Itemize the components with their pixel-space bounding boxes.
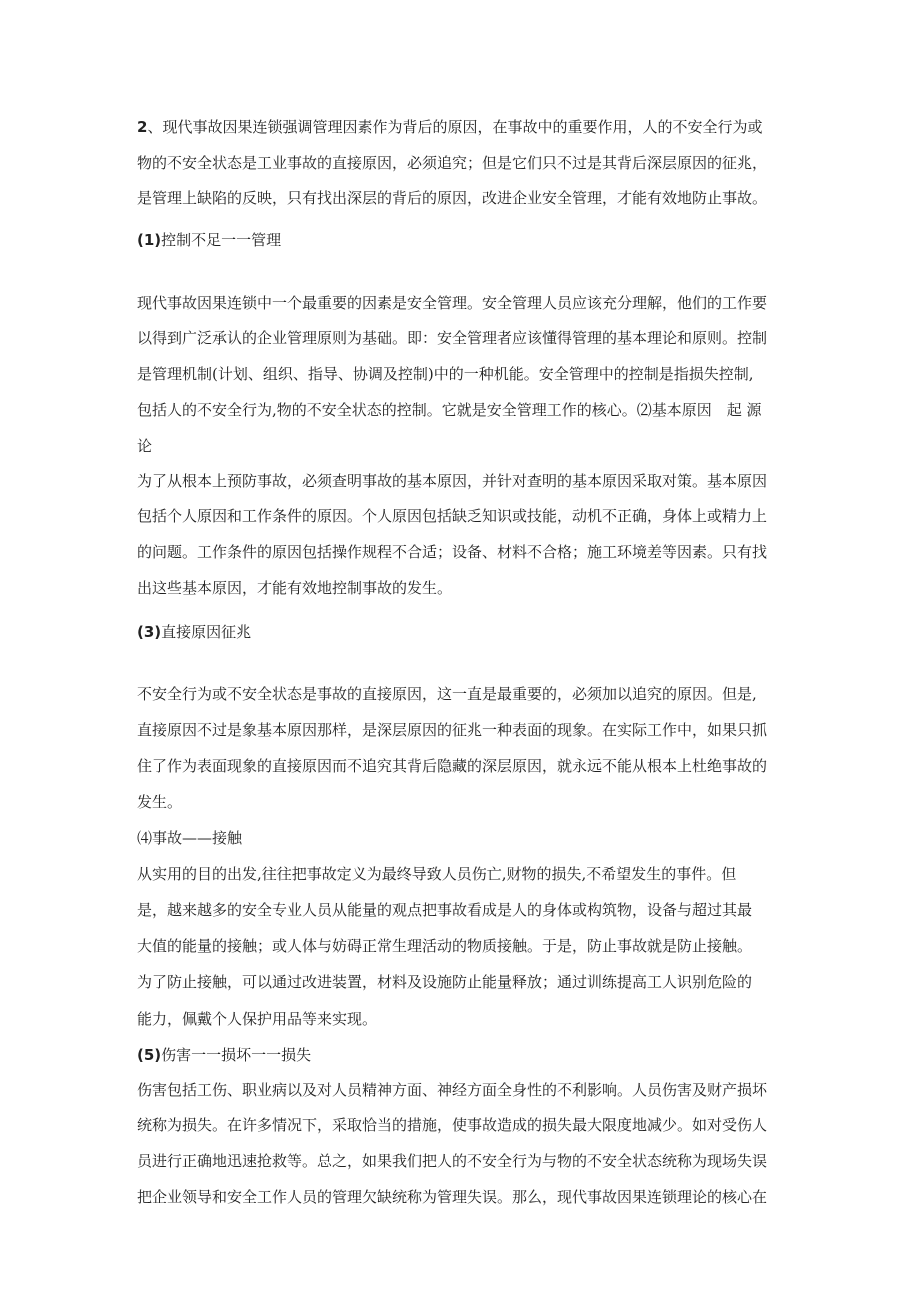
paragraph-line: 直接原因不过是象基本原因那样，是深层原因的征兆一种表面的现象。在实际工作中，如果只抓: [137, 721, 768, 739]
paragraph-line: 以得到广泛承认的企业管理原则为基础。即：安全管理者应该懂得管理的基本理论和原则。控制: [137, 329, 768, 347]
paragraph-line: 把企业领导和安全工作人员的管理欠缺统称为管理失误。那么，现代事故因果连锁理论的核心在: [137, 1188, 768, 1206]
section-5-heading-text: 伤害一一损坏一一损失: [161, 1046, 312, 1064]
paragraph-line: 伤害包括工伤、职业病以及对人员精神方面、神经方面全身性的不利影响。人员伤害及财产损坏: [137, 1081, 768, 1099]
paragraph-line: 为了从根本上预防事故，必须查明事故的基本原因，并针对查明的基本原因采取对策。基本原因: [137, 472, 768, 490]
section-1-heading-text: 控制不足一一管理: [161, 231, 282, 249]
paragraph-line: 物的不安全状态是工业事故的直接原因，必须追究；但是它们只不过是其背后深层原因的征兆，: [137, 154, 768, 172]
paragraph-line: 统称为损失。在许多情况下，采取恰当的措施，使事故造成的损失最大限度地减少。如对受伤人: [137, 1116, 768, 1134]
paragraph-line: 包括个人原因和工作条件的原因。个人原因包括缺乏知识或技能，动机不正确，身体上或精力上: [137, 507, 768, 525]
paragraph-line: 现代事故因果连锁中一个最重要的因素是安全管理。安全管理人员应该充分理解，他们的工作要: [137, 294, 768, 312]
section-3-heading: [137, 622, 251, 642]
paragraph-line: 为了防止接触，可以通过改进装置，材料及设施防止能量释放；通过训练提高工人识别危险的: [137, 973, 753, 991]
paragraph-line: 能力，佩戴个人保护用品等来实现。: [137, 1010, 378, 1028]
paragraph-line: 是，越来越多的安全专业人员从能量的观点把事故看成是人的身体或构筑物，设备与超过其最: [137, 901, 753, 919]
section-4-heading: [137, 828, 242, 848]
paragraph-line: 是管理上缺陷的反映，只有找出深层的背后的原因，改进企业安全管理，才能有效地防止事故。: [137, 189, 768, 207]
paragraph-line: 包括人的不安全行为,物的不安全状态的控制。它就是安全管理工作的核心。⑵基本原因 起 源: [137, 401, 762, 419]
paragraph-line: 从实用的目的出发,往往把事故定义为最终导致人员伤亡,财物的损失,不希望发生的事件。但: [137, 865, 737, 883]
paragraph-line: 出这些基本原因，才能有效地控制事故的发生。: [137, 579, 453, 597]
paragraph-line: 大值的能量的接触；或人体与妨碍正常生理活动的物质接触。于是，防止事故就是防止接触。: [137, 937, 753, 955]
section-1-heading: [137, 230, 281, 250]
section-3-number: (3): [137, 623, 162, 641]
section-2-heading-text: 、现代事故因果连锁强调管理因素作为背后的原因，在事故中的重要作用，人的不安全行为或: [147, 118, 763, 136]
paragraph-line: 发生。: [137, 793, 183, 811]
section-4-heading-text: ⑷事故——接触: [137, 829, 243, 847]
paragraph-line: 是管理机制(计划、组织、指导、协调及控制)中的一种机能。安全管理中的控制是指损失控制,: [137, 365, 754, 383]
section-2-number: 2: [137, 118, 148, 136]
paragraph-line: 的问题。工作条件的原因包括操作规程不合适；设备、材料不合格；施工环境差等因素。只有找: [137, 543, 768, 561]
section-2-heading: [137, 117, 762, 137]
section-5-number: (5): [137, 1046, 162, 1064]
paragraph-line: 不安全行为或不安全状态是事故的直接原因，这一直是最重要的，必须加以追究的原因。但是,: [137, 685, 757, 703]
section-1-number: (1): [137, 231, 162, 249]
paragraph-line: 论: [137, 437, 153, 455]
section-3-heading-text: 直接原因征兆: [161, 623, 252, 641]
paragraph-line: 员进行正确地迅速抢救等。总之，如果我们把人的不安全行为与物的不安全状态统称为现场失误: [137, 1152, 768, 1170]
section-5-heading: [137, 1045, 311, 1065]
paragraph-line: 住了作为表面现象的直接原因而不追究其背后隐藏的深层原因，就永远不能从根本上杜绝事故的: [137, 757, 768, 775]
